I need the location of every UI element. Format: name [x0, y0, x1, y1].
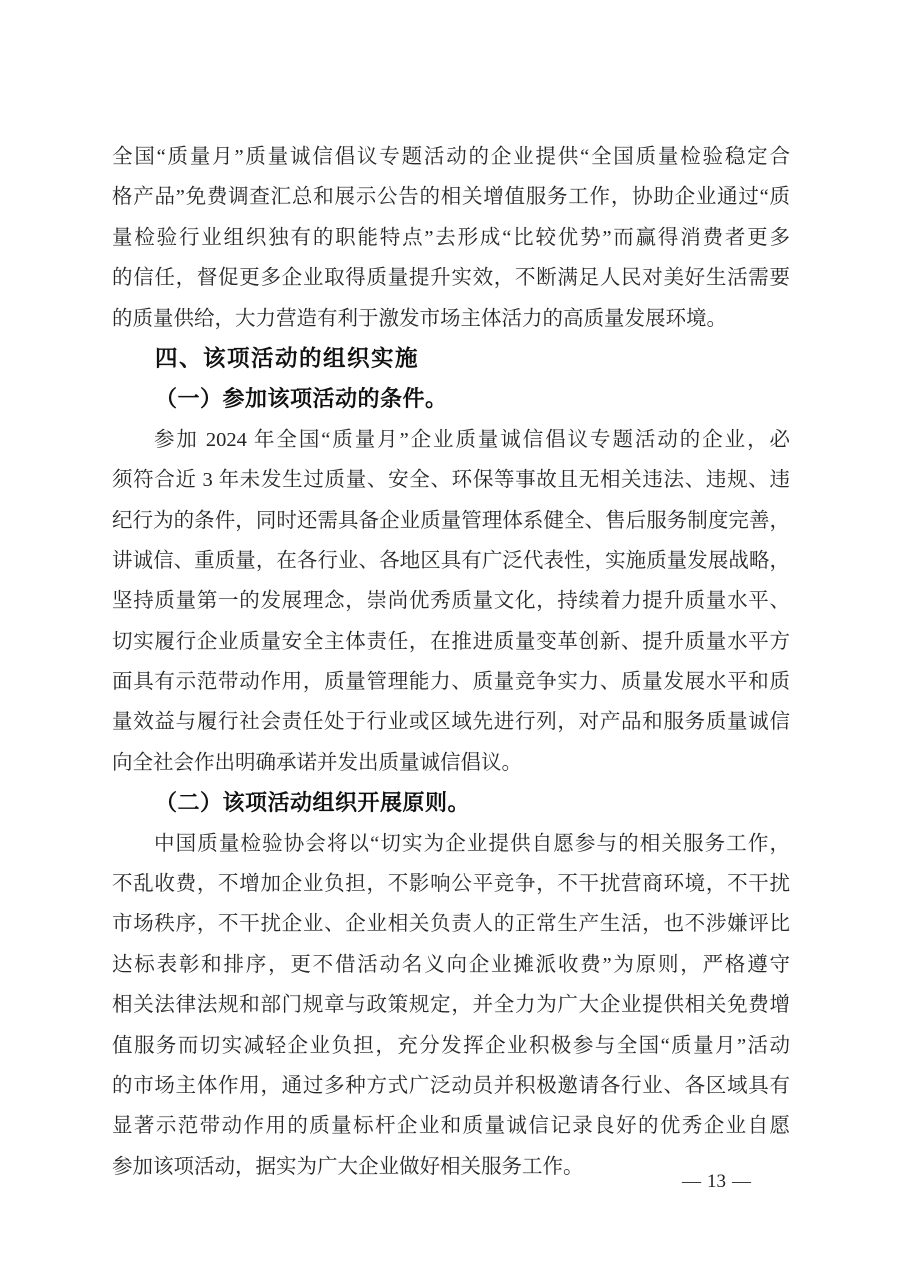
- document-body: [112, 137, 790, 1187]
- paragraph-line: 向全社会作出明确承诺并发出质量诚信倡议。: [112, 751, 522, 774]
- section-heading: 四、该项活动的组织实施: [155, 345, 420, 371]
- paragraph-line: 的质量供给，大力营造有利于激发市场主体活力的高质量发展环境。: [112, 307, 727, 330]
- paragraph-line: 参加 2024 年全国“质量月”企业质量诚信倡议专题活动的企业，必: [154, 428, 790, 451]
- paragraph-line: 参加该项活动，据实为广大企业做好相关服务工作。: [112, 1155, 584, 1178]
- subsection-heading: （二）该项活动组织开展原则。: [155, 790, 471, 816]
- paragraph-line: 讲诚信、重质量，在各行业、各地区具有广泛代表性，实施质量发展战略，: [112, 549, 790, 572]
- paragraph-line: 的市场主体作用，通过多种方式广泛动员并积极邀请各行业、各区域具有: [112, 1074, 790, 1097]
- footer-dash-left: —: [682, 1171, 701, 1192]
- paragraph-line: 相关法律法规和部门规章与政策规定，并全力为广大企业提供相关免费增: [112, 994, 790, 1017]
- paragraph-line: 不乱收费，不增加企业负担，不影响公平竞争，不干扰营商环境，不干扰: [112, 873, 790, 896]
- paragraph-line: 切实履行企业质量安全主体责任，在推进质量变革创新、提升质量水平方: [112, 630, 790, 653]
- paragraph-line: 全国“质量月”质量诚信倡议专题活动的企业提供“全国质量检验稳定合: [112, 146, 790, 168]
- paragraph-line: 值服务而切实减轻企业负担，充分发挥企业积极参与全国“质量月”活动: [112, 1034, 790, 1057]
- paragraph-line: 中国质量检验协会将以“切实为企业提供自愿参与的相关服务工作，: [154, 832, 790, 855]
- paragraph-line: 坚持质量第一的发展理念，崇尚优秀质量文化，持续着力提升质量水平、: [112, 590, 790, 613]
- paragraph-line: 市场秩序，不干扰企业、企业相关负责人的正常生产生活，也不涉嫌评比: [112, 913, 790, 936]
- paragraph-line: 显著示范带动作用的质量标杆企业和质量诚信记录良好的优秀企业自愿: [112, 1115, 790, 1138]
- page-footer: [676, 1167, 757, 1197]
- footer-dash-right: —: [732, 1171, 751, 1192]
- paragraph-line: 面具有示范带动作用，质量管理能力、质量竞争实力、质量发展水平和质: [112, 671, 790, 694]
- paragraph-line: 纪行为的条件，同时还需具备企业质量管理体系健全、售后服务制度完善，: [112, 509, 790, 532]
- paragraph-line: 量效益与履行社会责任处于行业或区域先进行列，对产品和服务质量诚信: [112, 711, 790, 734]
- paragraph-line: 须符合近 3 年未发生过质量、安全、环保等事故且无相关违法、违规、违: [112, 469, 790, 492]
- paragraph-line: 达标表彰和排序，更不借活动名义向企业摊派收费”为原则，严格遵守: [112, 953, 790, 976]
- page-number: 13: [707, 1171, 726, 1192]
- paragraph-line: 量检验行业组织独有的职能特点”去形成“比较优势”而赢得消费者更多: [112, 226, 790, 249]
- paragraph-line: 格产品”免费调查汇总和展示公告的相关增值服务工作，协助企业通过“质: [112, 186, 790, 209]
- paragraph-line: 的信任，督促更多企业取得质量提升实效，不断满足人民对美好生活需要: [112, 267, 790, 290]
- subsection-heading: （一）参加该项活动的条件。: [155, 386, 448, 412]
